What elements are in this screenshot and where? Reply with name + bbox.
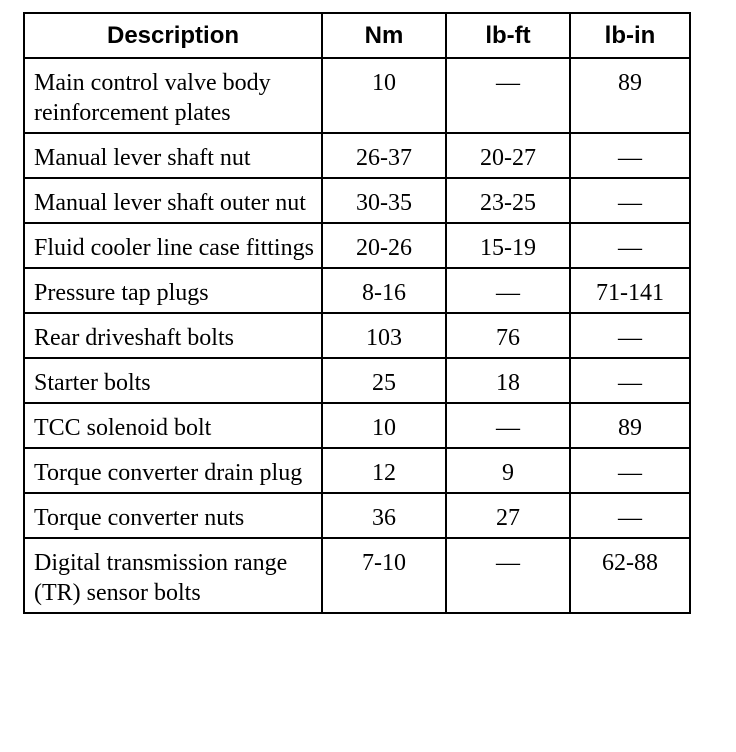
cell-nm: 20-26 <box>322 223 446 268</box>
cell-nm: 25 <box>322 358 446 403</box>
cell-description: Main control valve body reinforcement plates <box>24 58 322 133</box>
cell-lbin: — <box>570 448 690 493</box>
cell-nm: 10 <box>322 58 446 133</box>
cell-description: Starter bolts <box>24 358 322 403</box>
cell-lbin: — <box>570 223 690 268</box>
header-lbft: lb-ft <box>446 13 570 58</box>
table-row <box>24 133 690 178</box>
header-nm: Nm <box>322 13 446 58</box>
table-row <box>24 178 690 223</box>
cell-description: Torque converter drain plug <box>24 448 322 493</box>
table-row <box>24 403 690 448</box>
cell-lbin: 89 <box>570 58 690 133</box>
cell-lbft: 15-19 <box>446 223 570 268</box>
cell-lbft: 27 <box>446 493 570 538</box>
cell-lbft: — <box>446 58 570 133</box>
cell-description: Pressure tap plugs <box>24 268 322 313</box>
cell-lbin: — <box>570 178 690 223</box>
cell-description: Rear driveshaft bolts <box>24 313 322 358</box>
cell-lbft: — <box>446 268 570 313</box>
cell-lbin: — <box>570 358 690 403</box>
cell-description: Torque converter nuts <box>24 493 322 538</box>
cell-lbin: 62-88 <box>570 538 690 613</box>
cell-description: TCC solenoid bolt <box>24 403 322 448</box>
cell-lbft: 23-25 <box>446 178 570 223</box>
cell-nm: 10 <box>322 403 446 448</box>
table-row <box>24 358 690 403</box>
torque-spec-table <box>23 12 691 614</box>
cell-description: Manual lever shaft outer nut <box>24 178 322 223</box>
cell-description: Digital transmission range (TR) sensor bolts <box>24 538 322 613</box>
header-lbin: lb-in <box>570 13 690 58</box>
cell-lbft: 18 <box>446 358 570 403</box>
table-row <box>24 268 690 313</box>
cell-nm: 7-10 <box>322 538 446 613</box>
cell-lbin: — <box>570 133 690 178</box>
table-row <box>24 223 690 268</box>
cell-lbin: 89 <box>570 403 690 448</box>
cell-nm: 36 <box>322 493 446 538</box>
cell-nm: 8-16 <box>322 268 446 313</box>
cell-nm: 30-35 <box>322 178 446 223</box>
cell-lbft: — <box>446 403 570 448</box>
cell-lbft: 9 <box>446 448 570 493</box>
cell-lbin: 71-141 <box>570 268 690 313</box>
table-row <box>24 538 690 613</box>
cell-lbin: — <box>570 493 690 538</box>
cell-lbft: 76 <box>446 313 570 358</box>
header-row <box>24 13 690 58</box>
cell-nm: 12 <box>322 448 446 493</box>
header-description: Description <box>24 13 322 58</box>
cell-nm: 26-37 <box>322 133 446 178</box>
table-row <box>24 58 690 133</box>
cell-lbft: — <box>446 538 570 613</box>
table-row <box>24 313 690 358</box>
table-row <box>24 493 690 538</box>
table-row <box>24 448 690 493</box>
cell-description: Manual lever shaft nut <box>24 133 322 178</box>
cell-nm: 103 <box>322 313 446 358</box>
cell-description: Fluid cooler line case fittings <box>24 223 322 268</box>
cell-lbin: — <box>570 313 690 358</box>
cell-lbft: 20-27 <box>446 133 570 178</box>
